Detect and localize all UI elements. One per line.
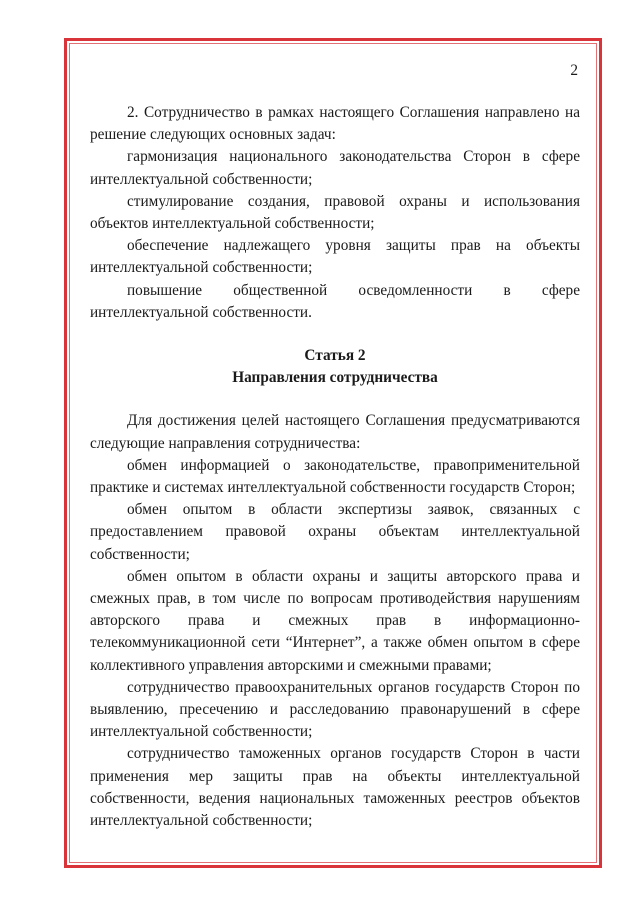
paragraph-direction-copyright: обмен опытом в области охраны и защиты авторского права и смежных прав, в том числе по вопросам противодействия нарушениям авторского права и смежных прав в информационно-телекоммуникационной сети “Интернет”, а также обмен опытом в сфере коллективного управления авторскими и смежными правами; (90, 567, 580, 674)
paragraph-directions-intro: Для достижения целей настоящего Соглашения предусматриваются следующие направления сотрудничества: (90, 412, 580, 452)
paragraph-direction-law-enforcement: сотрудничество правоохранительных органов государств Сторон по выявлению, пресечению и расследованию правонарушений в сфере интеллектуальной собственности; (90, 678, 580, 741)
paragraph-task-harmonization: гармонизация национального законодательства Сторон в сфере интеллектуальной собственности; (90, 148, 580, 188)
article-title: Направления сотрудничества (232, 369, 438, 387)
page-number: 2 (570, 62, 578, 79)
paragraph-task-protection: обеспечение надлежащего уровня защиты прав на объекты интеллектуальной собственности; (90, 237, 580, 277)
paragraph-direction-information: обмен информацией о законодательстве, правоприменительной практике и системах интеллектуальной собственности государств Сторон; (90, 456, 580, 497)
document-page (90, 60, 580, 832)
paragraph-direction-customs: сотрудничество таможенных органов государств Сторон в части применения мер защиты прав на объекты интеллектуальной собственности, ведения национальных таможенных реестров объектов интеллектуальной собственности; (90, 745, 580, 830)
paragraph-tasks-intro: 2. Сотрудничество в рамках настоящего Соглашения направлено на решение следующих основных задач: (90, 104, 580, 144)
paragraph-task-awareness: повышение общественной осведомленности в сфере интеллектуальной собственности. (90, 281, 580, 321)
paragraph-direction-examination: обмен опытом в области экспертизы заявок, связанных с предоставлением правовой охраны объектам интеллектуальной собственности; (90, 501, 580, 563)
article-number: Статья 2 (304, 347, 366, 365)
paragraph-task-stimulation: стимулирование создания, правовой охраны и использования объектов интеллектуальной собственности; (90, 192, 580, 233)
